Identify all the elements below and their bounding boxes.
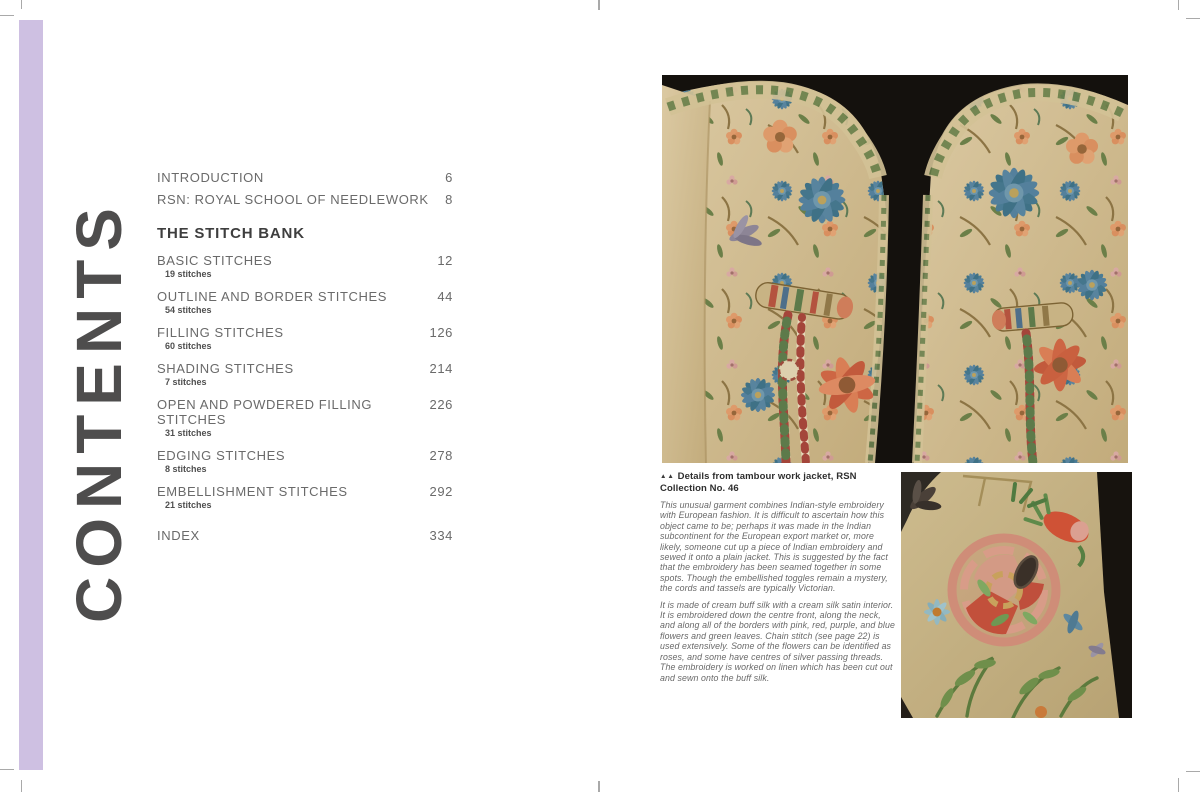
trim-mark bbox=[0, 769, 14, 770]
trim-mark bbox=[21, 780, 22, 792]
toc-entry-label: EMBELLISHMENT STITCHES bbox=[157, 484, 348, 499]
toc-entry bbox=[157, 325, 453, 352]
page-title: CONTENTS bbox=[63, 199, 135, 623]
toc-entry bbox=[157, 448, 453, 475]
toc-entry bbox=[157, 289, 453, 316]
toc-entry bbox=[157, 253, 453, 280]
toc-entry-label: INDEX bbox=[157, 528, 200, 543]
trim-mark bbox=[21, 0, 22, 9]
toc-entry-label: EDGING STITCHES bbox=[157, 448, 286, 463]
toc-entry-stitch-count: 8 stitches bbox=[165, 464, 207, 474]
trim-mark bbox=[1178, 0, 1179, 10]
toc-entry-page: 126 bbox=[429, 325, 453, 340]
toc-entry-page: 12 bbox=[437, 253, 453, 268]
toc-entry-label: RSN: ROYAL SCHOOL OF NEEDLEWORK bbox=[157, 192, 429, 207]
caption-title-text: Details from tambour work jacket, RSN Collection No. 46 bbox=[660, 471, 857, 494]
caption-paragraph: This unusual garment combines Indian-style embroidery with European fashion. It is difficult to ascertain how this object came to be; perhaps it was made in the Indian subcontinent for the European export market or, more likely, someone cut up a piece of Indian embroidery and sewed it onto a plain jacket. This is suggested by the fact that the embroidery has been seamed together in some spots. Though the embellished toggles remain a mystery, the cords and tassels are typically Victorian. bbox=[660, 500, 888, 594]
toc-entry bbox=[157, 192, 453, 207]
toc-entry-stitch-count: 54 stitches bbox=[165, 305, 212, 315]
trim-mark bbox=[0, 15, 14, 16]
caption-marker-icon: ▲▲ bbox=[660, 473, 675, 480]
toc-front-matter bbox=[157, 170, 453, 207]
toc-entry-label: OUTLINE AND BORDER STITCHES bbox=[157, 289, 388, 304]
trim-mark bbox=[1186, 18, 1200, 19]
caption-title bbox=[660, 471, 898, 494]
trim-mark bbox=[1186, 771, 1200, 772]
photo-caption bbox=[660, 471, 898, 683]
toc-entry-page: 292 bbox=[429, 484, 453, 499]
caption-paragraph: It is made of cream buff silk with a cream silk satin interior. It is embroidered down the centre front, along the neck, and along all of the borders with pink, red, purple, and blue flowers and green leaves. Chain stitch (see page 22) is used extensively. Some of the flowers can be identified as roses, and some have centres of silver passing threads. The embroidery is worked on linen which has been cut out and sewn onto the buff silk. bbox=[660, 599, 895, 683]
toc-entry-page: 334 bbox=[429, 528, 453, 543]
table-of-contents bbox=[157, 170, 453, 550]
toc-section-header: THE STITCH BANK bbox=[157, 225, 305, 242]
toc-entry bbox=[157, 170, 453, 185]
toc-entry bbox=[157, 361, 453, 388]
toc-entry-label: SHADING STITCHES bbox=[157, 361, 294, 376]
toc-entry-label: BASIC STITCHES bbox=[157, 253, 273, 268]
toc-entry-label: INTRODUCTION bbox=[157, 170, 264, 185]
toc-entry-stitch-count: 31 stitches bbox=[165, 428, 212, 438]
toc-entry-stitch-count: 21 stitches bbox=[165, 500, 212, 510]
toc-entry bbox=[157, 528, 453, 543]
fold-mark-bottom bbox=[598, 781, 600, 792]
toc-entry-page: 8 bbox=[445, 192, 453, 207]
toc-entry bbox=[157, 484, 453, 511]
toc-entry-stitch-count: 60 stitches bbox=[165, 341, 212, 351]
toc-entry-page: 278 bbox=[429, 448, 453, 463]
toc-entry-page: 6 bbox=[445, 170, 453, 185]
fold-mark-top bbox=[598, 0, 600, 10]
toc-entry bbox=[157, 397, 453, 439]
toc-entry-page: 214 bbox=[429, 361, 453, 376]
toc-entry-page: 44 bbox=[437, 289, 453, 304]
rose-embroidery-detail-photo bbox=[901, 472, 1132, 718]
toc-entry-stitch-count: 19 stitches bbox=[165, 269, 212, 279]
accent-bar bbox=[19, 20, 43, 770]
trim-mark bbox=[1178, 778, 1179, 792]
toc-entry-page: 226 bbox=[429, 397, 453, 412]
toc-stitch-bank-entries bbox=[157, 253, 453, 511]
toc-entry-label: FILLING STITCHES bbox=[157, 325, 284, 340]
toc-entry-stitch-count: 7 stitches bbox=[165, 377, 207, 387]
toc-end-matter bbox=[157, 528, 453, 543]
tambour-jacket-photo bbox=[662, 75, 1128, 463]
toc-entry-label: OPEN AND POWDERED FILLING STITCHES bbox=[157, 397, 373, 427]
